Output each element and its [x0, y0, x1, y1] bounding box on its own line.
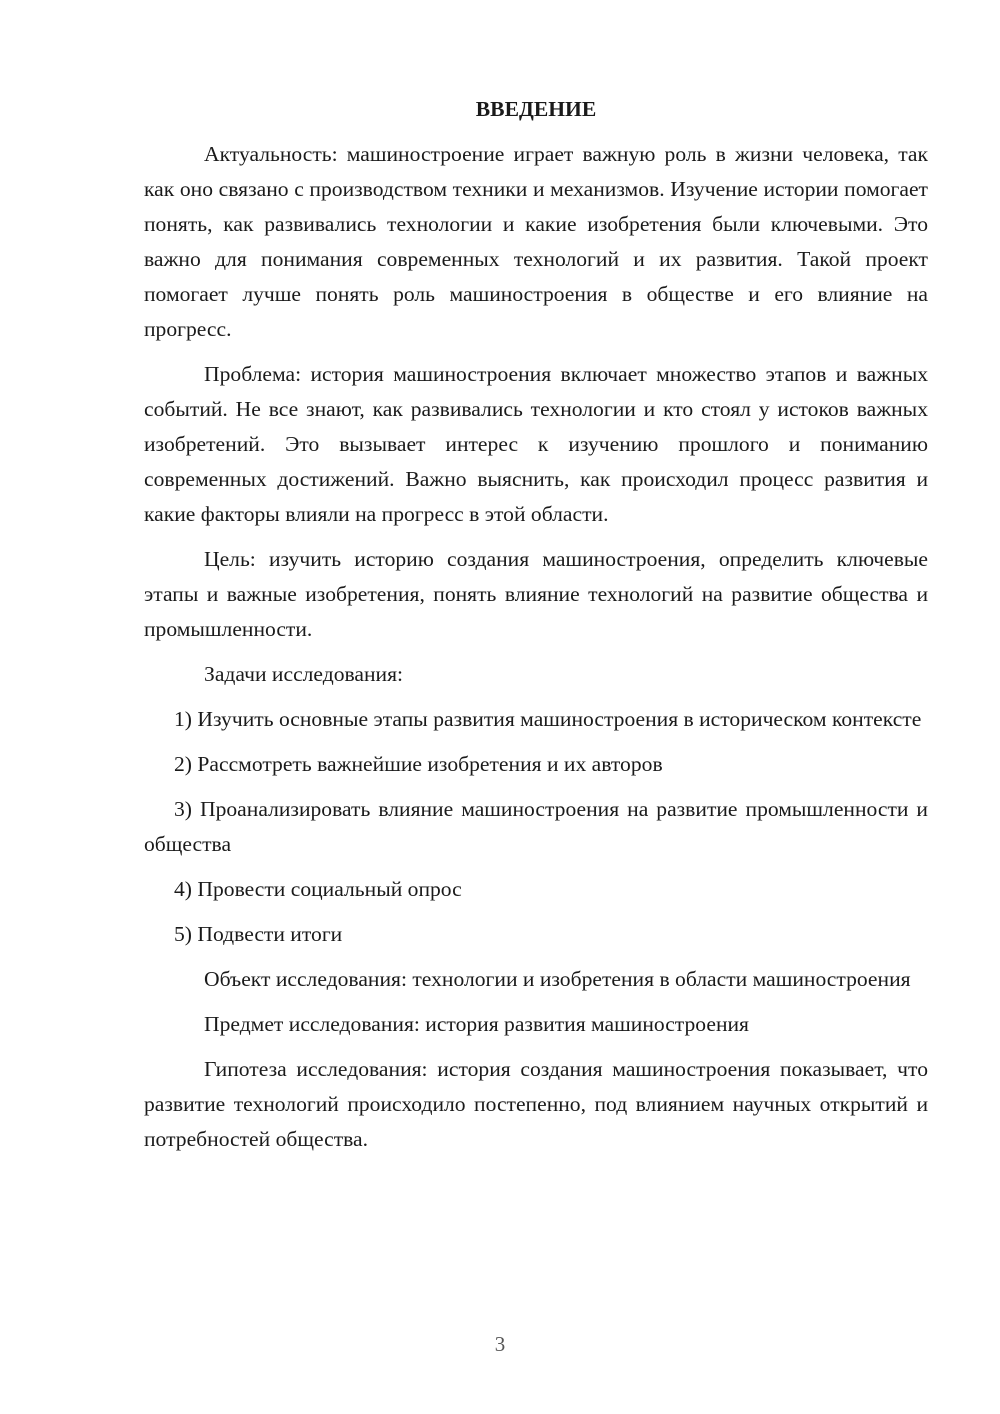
problem-paragraph: Проблема: история машиностроения включает множество этапов и важных событий. Не все знают, как развивались технологии и кто стоял у истоков важных изобретений. Это вызывает интерес к изучению прошлого и пониманию современных достижений. Важно выяснить, как происходил процесс развития и какие факторы влияли на прогресс в этой области. — [144, 362, 928, 526]
tasks-title: Задачи исследования: — [204, 662, 404, 686]
relevance-paragraph: Актуальность: машиностроение играет важную роль в жизни человека, так как оно связано с производством техники и механизмов. Изучение истории помогает понять, как развивались технологии и какие изобретения были ключевыми. Это важно для понимания современных технологий и их развития. Такой проект помогает лучше понять роль машиностроения в обществе и его влияние на прогресс. — [144, 142, 928, 341]
task-item-4: 4) Провести социальный опрос — [174, 877, 462, 901]
task-item-1: 1) Изучить основные этапы развития машиностроения в историческом контексте — [174, 707, 922, 731]
page-title: ВВЕДЕНИЕ — [475, 97, 597, 121]
task-item-3: 3) Проанализировать влияние машиностроения на развитие промышленности и общества — [144, 797, 928, 856]
hypothesis-paragraph: Гипотеза исследования: история создания машиностроения показывает, что развитие технологий происходило постепенно, под влиянием научных открытий и потребностей общества. — [144, 1057, 928, 1151]
goal-paragraph: Цель: изучить историю создания машиностроения, определить ключевые этапы и важные изобретения, понять влияние технологий на развитие общества и промышленности. — [144, 547, 928, 641]
subject-paragraph: Предмет исследования: история развития машиностроения — [204, 1012, 749, 1036]
document-page — [144, 92, 928, 1167]
task-item-2: 2) Рассмотреть важнейшие изобретения и их авторов — [174, 752, 663, 776]
object-paragraph: Объект исследования: технологии и изобретения в области машиностроения — [204, 967, 911, 991]
task-item-5: 5) Подвести итоги — [174, 922, 343, 946]
page-number: 3 — [494, 1332, 506, 1356]
